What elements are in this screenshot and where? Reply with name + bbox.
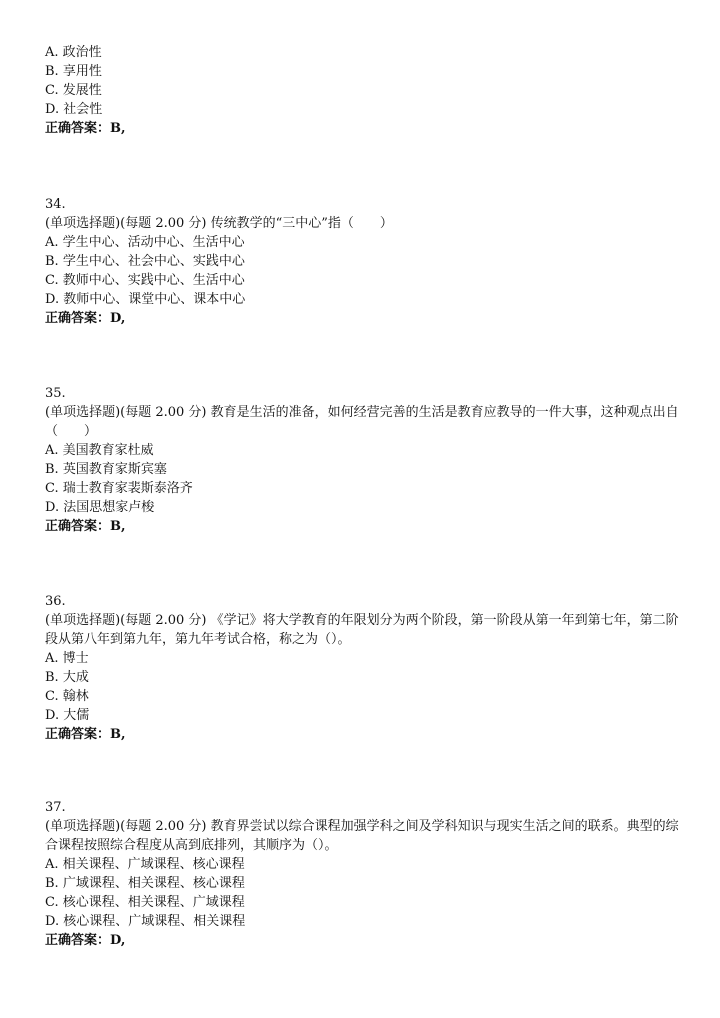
option-d: D. 法国思想家卢梭 — [45, 500, 155, 515]
option-a: A. 美国教育家杜威 — [45, 443, 154, 458]
option-b: B. 学生中心、社会中心、实践中心 — [45, 254, 245, 269]
option-c: C. 教师中心、实践中心、生活中心 — [45, 273, 245, 288]
option-d: D. 教师中心、课堂中心、课本中心 — [45, 292, 246, 307]
option-c: C. 瑞士教育家裴斯泰洛齐 — [45, 481, 193, 496]
answer-label: 正确答案： — [45, 727, 111, 742]
answer-label: 正确答案： — [45, 311, 111, 326]
option-a: A. 学生中心、活动中心、生活中心 — [45, 235, 245, 250]
question-number: 36. — [45, 594, 66, 609]
question-number: 37. — [45, 800, 66, 815]
option-c: C. 核心课程、相关课程、广域课程 — [45, 895, 245, 910]
option-b: B. 英国教育家斯宾塞 — [45, 462, 167, 477]
question-number: 35. — [45, 386, 66, 401]
option-c: C. 发展性 — [45, 83, 102, 98]
question-stem: (单项选择题)(每题 2.00 分) 教育是生活的准备，如何经营完善的生活是教育应教导的一件大事，这种观点出自（ ） — [45, 405, 679, 439]
answer-label: 正确答案： — [45, 121, 111, 136]
answer-label: 正确答案： — [45, 519, 111, 534]
answer-value: B, — [110, 727, 126, 742]
option-c: C. 翰林 — [45, 689, 89, 704]
answer-line — [45, 517, 685, 536]
question-stem: (单项选择题)(每题 2.00 分) 教育界尝试以综合课程加强学科之间及学科知识与现实生活之间的联系。典型的综合课程按照综合程度从高到底排列，其顺序为（）。 — [45, 819, 679, 853]
answer-value: B, — [110, 519, 126, 534]
question-stem: (单项选择题)(每题 2.00 分) 《学记》将大学教育的年限划分为两个阶段，第一阶段从第一年到第七年，第二阶段从第八年到第九年，第九年考试合格，称之为（）。 — [45, 613, 679, 647]
question-33 — [45, 43, 685, 138]
option-a: A. 相关课程、广域课程、核心课程 — [45, 857, 245, 872]
option-d: D. 大儒 — [45, 708, 90, 723]
answer-line — [45, 119, 685, 138]
answer-value: D, — [110, 311, 126, 326]
answer-value: D, — [110, 933, 126, 948]
question-35 — [45, 384, 685, 536]
option-a: A. 政治性 — [45, 45, 102, 60]
answer-line — [45, 931, 685, 950]
option-b: B. 享用性 — [45, 64, 102, 79]
question-34 — [45, 195, 685, 328]
question-number: 34. — [45, 197, 66, 212]
question-stem: (单项选择题)(每题 2.00 分) 传统教学的“三中心”指（ ） — [45, 216, 393, 231]
option-b: B. 广域课程、相关课程、核心课程 — [45, 876, 245, 891]
option-a: A. 博士 — [45, 651, 89, 666]
question-37 — [45, 798, 685, 950]
option-d: D. 社会性 — [45, 102, 103, 117]
question-36 — [45, 592, 685, 744]
answer-line — [45, 309, 685, 328]
option-d: D. 核心课程、广域课程、相关课程 — [45, 914, 246, 929]
answer-line — [45, 725, 685, 744]
answer-label: 正确答案： — [45, 933, 111, 948]
option-b: B. 大成 — [45, 670, 89, 685]
answer-value: B, — [110, 121, 126, 136]
